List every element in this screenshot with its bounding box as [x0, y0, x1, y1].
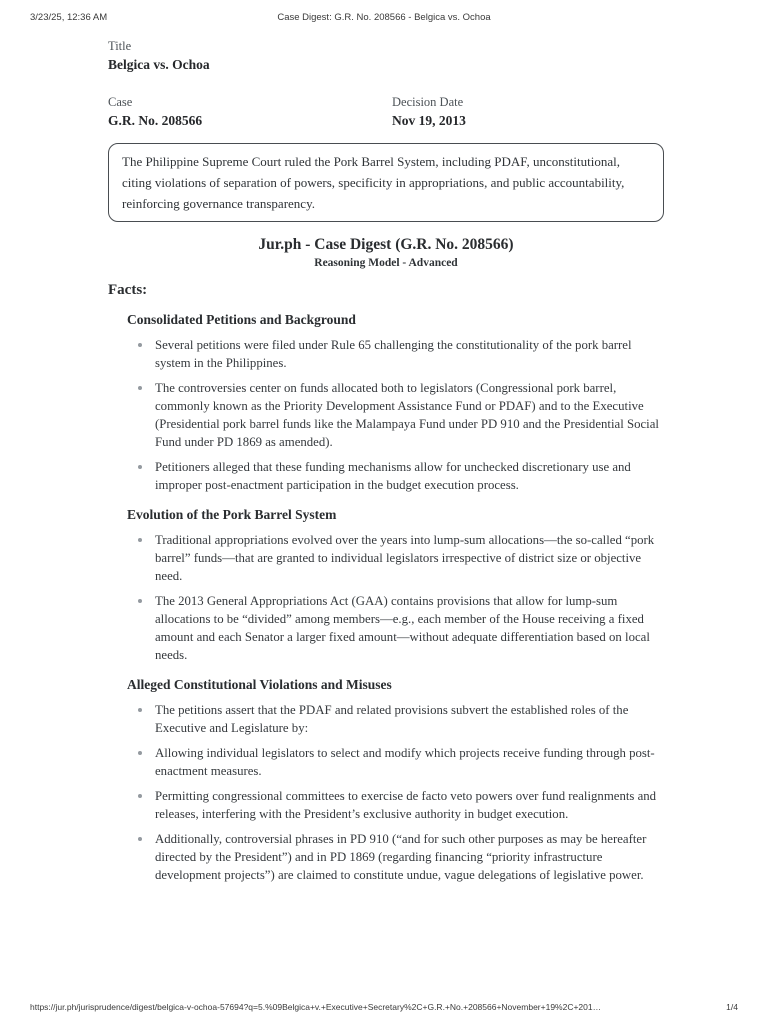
bullet-item: Several petitions were filed under Rule 65 challenging the constitutionality of the pork barrel system in the Philippines. — [127, 336, 664, 372]
facts-section-evolution — [108, 506, 664, 664]
decision-date-value: Nov 19, 2013 — [392, 113, 466, 128]
case-digest-document — [108, 38, 664, 896]
print-document-title: Case Digest: G.R. No. 208566 - Belgica vs. Ochoa — [277, 12, 491, 23]
page-indicator: 1/4 — [726, 1002, 738, 1012]
bullet-item: Additionally, controversial phrases in PD 910 (“and for such other purposes as may be hereafter directed by the President”) and in PD 1869 (regarding financing “priority infrastructure development projects”) are claimed to constitute undue, vague delegations of legislative power. — [127, 830, 664, 884]
bullet-list — [127, 336, 664, 494]
source-url: https://jur.ph/jurisprudence/digest/belgica-v-ochoa-57694?q=5.%09Belgica+v.+Executive+Secretary%2C+G.R.+No.+208566+November+19%2C+201… — [30, 1002, 602, 1012]
section-heading: Alleged Constitutional Violations and Misuses — [127, 677, 392, 692]
facts-section-violations — [108, 676, 664, 884]
bullet-item: The petitions assert that the PDAF and related provisions subvert the established roles of the Executive and Legislature by: — [127, 701, 664, 737]
digest-subtitle: Reasoning Model - Advanced — [314, 257, 458, 269]
section-heading: Evolution of the Pork Barrel System — [127, 507, 337, 522]
facts-heading: Facts: — [108, 282, 148, 298]
bullet-list — [127, 701, 664, 884]
bullet-list — [127, 531, 664, 664]
bullet-item: The controversies center on funds allocated both to legislators (Congressional pork barrel, commonly known as the Priority Development Assistance Fund or PDAF) and to the Executive (Presidential pork barrel funds like the Malampaya Fund under PD 910 and the Presidential Social Fund under PD 1869 as amended). — [127, 379, 664, 451]
print-datetime: 3/23/25, 12:36 AM — [30, 12, 108, 23]
digest-title: Jur.ph - Case Digest (G.R. No. 208566) — [258, 236, 514, 253]
print-header — [0, 12, 768, 23]
bullet-item: Permitting congressional committees to exercise de facto veto powers over fund realignments and releases, interfering with the President’s exclusive authority in budget execution. — [127, 787, 664, 823]
section-heading: Consolidated Petitions and Background — [127, 312, 356, 327]
case-title-value: Belgica vs. Ochoa — [108, 57, 210, 72]
case-meta-row — [108, 94, 664, 130]
decision-date-block — [392, 94, 466, 130]
title-label: Title — [108, 39, 132, 53]
decision-date-label: Decision Date — [392, 95, 464, 109]
print-footer — [0, 1002, 768, 1012]
case-summary-text: The Philippine Supreme Court ruled the Pork Barrel System, including PDAF, unconstitutional, citing violations of separation of powers, specificity in appropriations, and public accountability, reinforcing governance transparency. — [122, 154, 625, 211]
bullet-item: Petitioners alleged that these funding mechanisms allow for unchecked discretionary use and improper post-enactment participation in the budget execution process. — [127, 458, 664, 494]
case-number-block — [108, 94, 392, 130]
case-summary-box — [108, 143, 664, 222]
bullet-item: Traditional appropriations evolved over the years into lump-sum allocations—the so-called “pork barrel” funds—that are granted to individual legislators irrespective of district size or objective need. — [127, 531, 664, 585]
bullet-item: Allowing individual legislators to select and modify which projects receive funding through post-enactment measures. — [127, 744, 664, 780]
facts-section-background — [108, 311, 664, 494]
bullet-item: The 2013 General Appropriations Act (GAA) contains provisions that allow for lump-sum allocations to be “divided” among members—e.g., each member of the House receiving a fixed amount and each Senator a larger fixed amount—without adequate differentiation based on local needs. — [127, 592, 664, 664]
case-label: Case — [108, 95, 133, 109]
case-number-value: G.R. No. 208566 — [108, 113, 203, 128]
